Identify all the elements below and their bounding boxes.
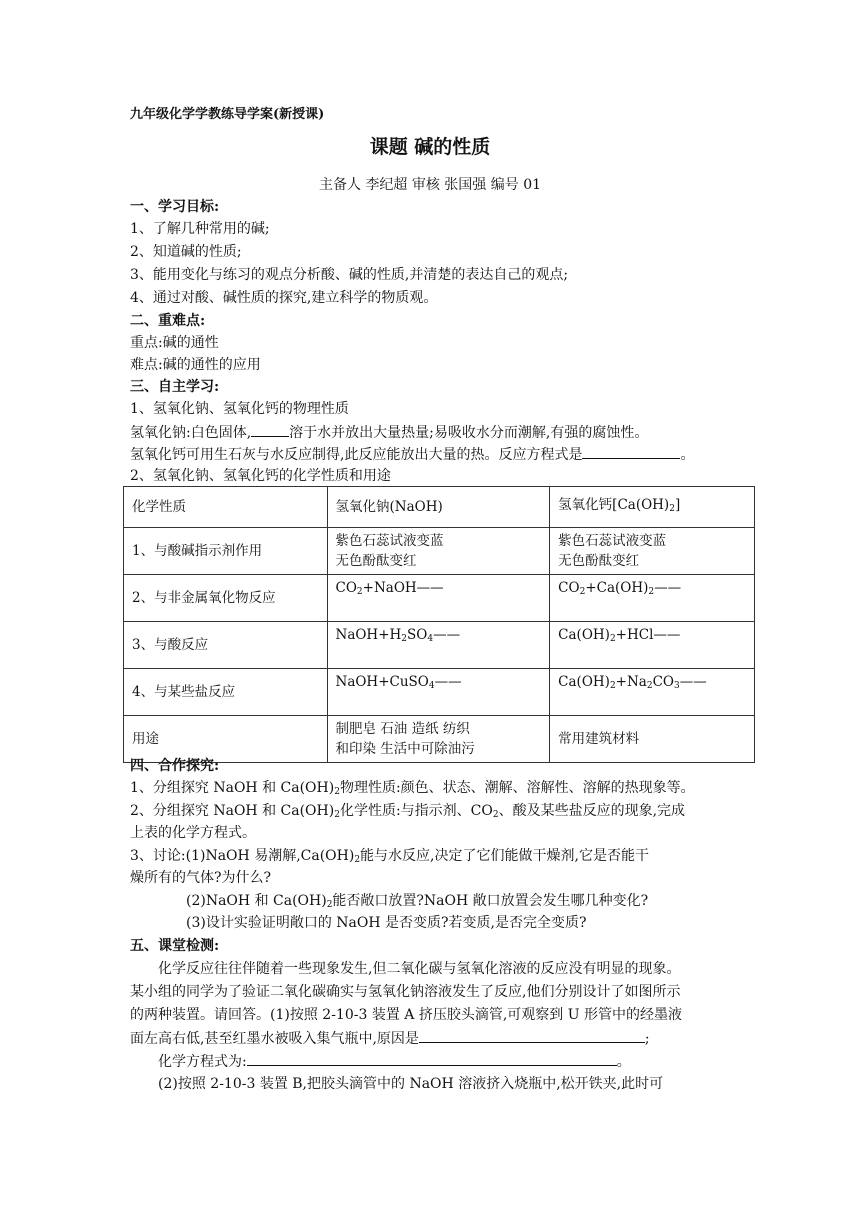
fill-blank[interactable]	[582, 443, 680, 459]
keypoint-item: 重点:碱的通性	[130, 335, 219, 351]
objective-item: 2、知道碱的性质;	[130, 244, 242, 260]
table-header-row	[124, 487, 755, 528]
explore-item-cont: 燥所有的气体?为什么?	[130, 870, 272, 886]
table-cell: 制肥皂 石油 造纸 纺织 和印染 生活中可除油污	[327, 716, 550, 763]
table-header-cell: 氢氧化钙$[Ca(OH)_2]$	[550, 487, 755, 528]
subheading-physical: 1、氢氧化钠、氢氧化钙的物理性质	[130, 401, 349, 417]
author-info: 主备人 李纪超 审核 张国强 编号 01	[318, 177, 542, 193]
table-cell: 1、与酸碱指示剂作用	[124, 528, 328, 575]
explore-item: 2、分组探究 NaOH 和 $Ca(OH)_2$化学性质:与指示剂、$CO_2$、酸及某些盐反应的现象,完成	[130, 803, 686, 820]
punct: 。	[680, 447, 695, 463]
section-heading-self-study: 三、自主学习:	[130, 379, 220, 395]
table-cell: $CO_2+NaOH——$	[327, 575, 550, 622]
table-cell: 紫色石蕊试液变蓝 无色酚酞变红	[327, 528, 550, 575]
naoh-physical-line	[130, 421, 648, 444]
subheading-chemical: 2、氢氧化钠、氢氧化钙的化学性质和用途	[130, 468, 391, 484]
fill-blank[interactable]	[419, 1027, 645, 1043]
check-paragraph: 的两种装置。请回答。(1)按照 2-10-3 装置 A 挤压胶头滴管,可观察到 U 形管中的经墨液	[130, 1007, 682, 1023]
table-cell: NaOH+CuSO$_4$——	[327, 669, 550, 716]
naoh-text-b: 溶于水并放出大量热量;易吸收水分而潮解,有强的腐蚀性。	[289, 425, 649, 441]
table-cell: 2、与非金属氧化物反应	[124, 575, 328, 622]
table-row	[124, 669, 755, 716]
explore-item: (2)NaOH 和 $Ca(OH)_2$能否敞口放置?NaOH 敞口放置会发生哪几种变化?	[186, 893, 649, 910]
table-row	[124, 622, 755, 669]
table-cell: 紫色石蕊试液变蓝 无色酚酞变红	[550, 528, 755, 575]
objective-item: 3、能用变化与练习的观点分析酸、碱的性质,并清楚的表达自己的观点;	[130, 267, 569, 283]
section-heading-objectives: 一、学习目标:	[130, 199, 220, 215]
check-equation-line: 化学方程式为: 。	[158, 1050, 631, 1073]
caoh-text-a: 氢氧化钙可用生石灰与水反应制得,此反应能放出大量的热。反应方程式是	[130, 447, 583, 463]
table-cell: $Ca(OH)_2+Na_2CO_3——$	[550, 669, 755, 716]
table-cell: $CO_2+Ca(OH)_2——$	[550, 575, 755, 622]
caoh-physical-line	[130, 443, 694, 466]
table-cell: 用途	[124, 716, 328, 763]
table-cell: 3、与酸反应	[124, 622, 328, 669]
keypoint-item: 难点:碱的通性的应用	[130, 357, 261, 373]
explore-item-cont: 上表的化学方程式。	[130, 825, 256, 841]
check-paragraph: (2)按照 2-10-3 装置 B,把胶头滴管中的 NaOH 溶液挤入烧瓶中,松开铁夹,此时可	[158, 1076, 664, 1092]
check-paragraph: 化学反应往往伴随着一些现象发生,但二氧化碳与氢氧化溶液的反应没有明显的现象。	[158, 961, 681, 977]
page-title: 课题 碱的性质	[369, 136, 491, 158]
objective-item: 1、了解几种常用的碱;	[130, 221, 270, 237]
properties-table	[123, 486, 755, 763]
naoh-text-a: 氢氧化钠:白色固体,	[130, 425, 252, 441]
table-cell: 4、与某些盐反应	[124, 669, 328, 716]
check-paragraph: 某小组的同学为了验证二氧化碳确实与氢氧化钠溶液发生了反应,他们分别设计了如图所示	[130, 984, 681, 1000]
explore-item: (3)设计实验证明敞口的 NaOH 是否变质?若变质,是否完全变质?	[186, 915, 587, 931]
table-cell: $Ca(OH)_2+HCl——$	[550, 622, 755, 669]
table-cell: $NaOH+H_2SO_4——$	[327, 622, 550, 669]
table-row	[124, 528, 755, 575]
course-label: 九年级化学学教练导学案(新授课)	[130, 107, 325, 122]
fill-blank[interactable]	[251, 421, 289, 437]
section-heading-check: 五、课堂检测:	[130, 938, 220, 954]
table-header-cell: 化学性质	[124, 487, 328, 528]
check-paragraph: 面左高右低,甚至红墨水被吸入集气瓶中,原因是 ;	[130, 1027, 650, 1050]
section-heading-explore: 四、合作探究:	[130, 758, 220, 774]
explore-item: 3、讨论:(1)NaOH 易潮解$,Ca(OH)_2$能与水反应,决定了它们能做干燥剂,它是否能干	[130, 848, 649, 865]
table-cell: 常用建筑材料	[550, 716, 755, 763]
table-header-cell: 氢氧化钠(NaOH)	[327, 487, 550, 528]
fill-blank[interactable]	[247, 1050, 617, 1066]
section-heading-keypoints: 二、重难点:	[130, 313, 206, 329]
explore-item: 1、分组探究 NaOH 和 $Ca(OH)_2$物理性质:颜色、状态、潮解、溶解性、溶解的热现象等。	[130, 780, 695, 797]
objective-item: 4、通过对酸、碱性质的探究,建立科学的物质观。	[130, 290, 438, 306]
table-row	[124, 575, 755, 622]
